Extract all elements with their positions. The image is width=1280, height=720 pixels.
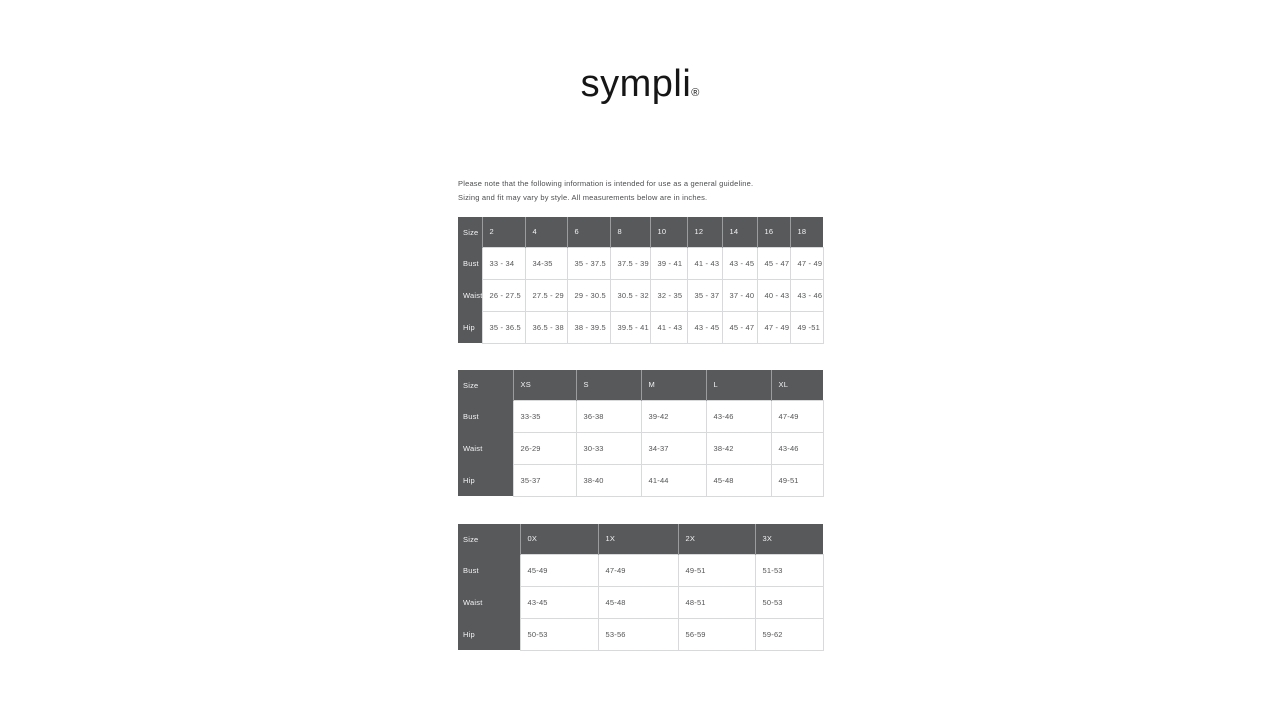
measurement-cell: 33 - 34 <box>482 247 525 279</box>
measurement-cell: 26 - 27.5 <box>482 279 525 311</box>
column-header-cell: S <box>576 370 641 400</box>
guideline-note <box>458 177 823 204</box>
measurement-cell: 41 - 43 <box>687 247 722 279</box>
alpha-size-table <box>458 370 824 497</box>
measurement-cell: 50-53 <box>520 618 598 650</box>
measurement-cell: 45 - 47 <box>757 247 790 279</box>
table-header-row <box>458 524 823 554</box>
measurement-cell: 45-48 <box>706 464 771 496</box>
table-row <box>458 554 823 586</box>
measurement-cell: 43 - 45 <box>722 247 757 279</box>
measurement-cell: 47-49 <box>598 554 678 586</box>
measurement-cell: 32 - 35 <box>650 279 687 311</box>
row-label-cell: Hip <box>458 618 520 650</box>
table-row <box>458 311 823 343</box>
column-header-cell: XL <box>771 370 823 400</box>
measurement-cell: 48-51 <box>678 586 755 618</box>
column-header-cell: 1X <box>598 524 678 554</box>
measurement-cell: 34-35 <box>525 247 567 279</box>
measurement-cell: 53-56 <box>598 618 678 650</box>
measurement-cell: 49-51 <box>678 554 755 586</box>
registered-trademark-icon: ® <box>691 87 700 99</box>
measurement-cell: 35-37 <box>513 464 576 496</box>
brand-logo-text: sympli <box>580 63 692 105</box>
measurement-cell: 38 - 39.5 <box>567 311 610 343</box>
plus-size-table <box>458 524 824 651</box>
measurement-cell: 26-29 <box>513 432 576 464</box>
measurement-cell: 47 - 49 <box>790 247 823 279</box>
measurement-cell: 38-40 <box>576 464 641 496</box>
measurement-cell: 29 - 30.5 <box>567 279 610 311</box>
column-header-cell: Size <box>458 524 520 554</box>
row-label-cell: Bust <box>458 554 520 586</box>
measurement-cell: 43-45 <box>520 586 598 618</box>
table-row <box>458 618 823 650</box>
row-label-cell: Bust <box>458 400 513 432</box>
guideline-note-line2: Sizing and fit may vary by style. All measurements below are in inches. <box>458 192 708 202</box>
column-header-cell: 12 <box>687 217 722 247</box>
measurement-cell: 35 - 37 <box>687 279 722 311</box>
measurement-cell: 49-51 <box>771 464 823 496</box>
measurement-cell: 39.5 - 41 <box>610 311 650 343</box>
guideline-note-line1: Please note that the following information is intended for use as a general guideline. <box>458 179 754 188</box>
table-row <box>458 586 823 618</box>
measurement-cell: 36-38 <box>576 400 641 432</box>
column-header-cell: L <box>706 370 771 400</box>
column-header-cell: Size <box>458 217 482 247</box>
measurement-cell: 30.5 - 32 <box>610 279 650 311</box>
column-header-cell: 8 <box>610 217 650 247</box>
table-row <box>458 247 823 279</box>
measurement-cell: 43 - 45 <box>687 311 722 343</box>
measurement-cell: 37 - 40 <box>722 279 757 311</box>
table-row <box>458 279 823 311</box>
header <box>0 64 1280 113</box>
measurement-cell: 45 - 47 <box>722 311 757 343</box>
column-header-cell: M <box>641 370 706 400</box>
measurement-cell: 39 - 41 <box>650 247 687 279</box>
measurement-cell: 45-48 <box>598 586 678 618</box>
column-header-cell: Size <box>458 370 513 400</box>
measurement-cell: 45-49 <box>520 554 598 586</box>
measurement-cell: 43-46 <box>771 432 823 464</box>
row-label-cell: Hip <box>458 311 482 343</box>
measurement-cell: 56-59 <box>678 618 755 650</box>
measurement-cell: 33-35 <box>513 400 576 432</box>
measurement-cell: 27.5 - 29 <box>525 279 567 311</box>
table-header-row <box>458 370 823 400</box>
brand-logo[interactable] <box>581 64 700 113</box>
measurement-cell: 40 - 43 <box>757 279 790 311</box>
measurement-cell: 43 - 46 <box>790 279 823 311</box>
column-header-cell: 16 <box>757 217 790 247</box>
measurement-cell: 39-42 <box>641 400 706 432</box>
measurement-cell: 34-37 <box>641 432 706 464</box>
row-label-cell: Waist <box>458 586 520 618</box>
measurement-cell: 37.5 - 39 <box>610 247 650 279</box>
column-header-cell: 3X <box>755 524 823 554</box>
row-label-cell: Waist <box>458 432 513 464</box>
table-row <box>458 464 823 496</box>
column-header-cell: 2X <box>678 524 755 554</box>
measurement-cell: 59-62 <box>755 618 823 650</box>
column-header-cell: 18 <box>790 217 823 247</box>
measurement-cell: 49 -51 <box>790 311 823 343</box>
table-row <box>458 400 823 432</box>
column-header-cell: XS <box>513 370 576 400</box>
measurement-cell: 35 - 37.5 <box>567 247 610 279</box>
measurement-cell: 41-44 <box>641 464 706 496</box>
column-header-cell: 2 <box>482 217 525 247</box>
column-header-cell: 10 <box>650 217 687 247</box>
table-header-row <box>458 217 823 247</box>
row-label-cell: Bust <box>458 247 482 279</box>
column-header-cell: 0X <box>520 524 598 554</box>
measurement-cell: 30-33 <box>576 432 641 464</box>
column-header-cell: 14 <box>722 217 757 247</box>
measurement-cell: 43-46 <box>706 400 771 432</box>
column-header-cell: 6 <box>567 217 610 247</box>
measurement-cell: 38-42 <box>706 432 771 464</box>
measurement-cell: 47-49 <box>771 400 823 432</box>
measurement-cell: 50-53 <box>755 586 823 618</box>
row-label-cell: Hip <box>458 464 513 496</box>
table-row <box>458 432 823 464</box>
measurement-cell: 35 - 36.5 <box>482 311 525 343</box>
measurement-cell: 47 - 49 <box>757 311 790 343</box>
row-label-cell: Waist <box>458 279 482 311</box>
measurement-cell: 41 - 43 <box>650 311 687 343</box>
measurement-cell: 51-53 <box>755 554 823 586</box>
numeric-size-table <box>458 217 824 344</box>
measurement-cell: 36.5 - 38 <box>525 311 567 343</box>
column-header-cell: 4 <box>525 217 567 247</box>
